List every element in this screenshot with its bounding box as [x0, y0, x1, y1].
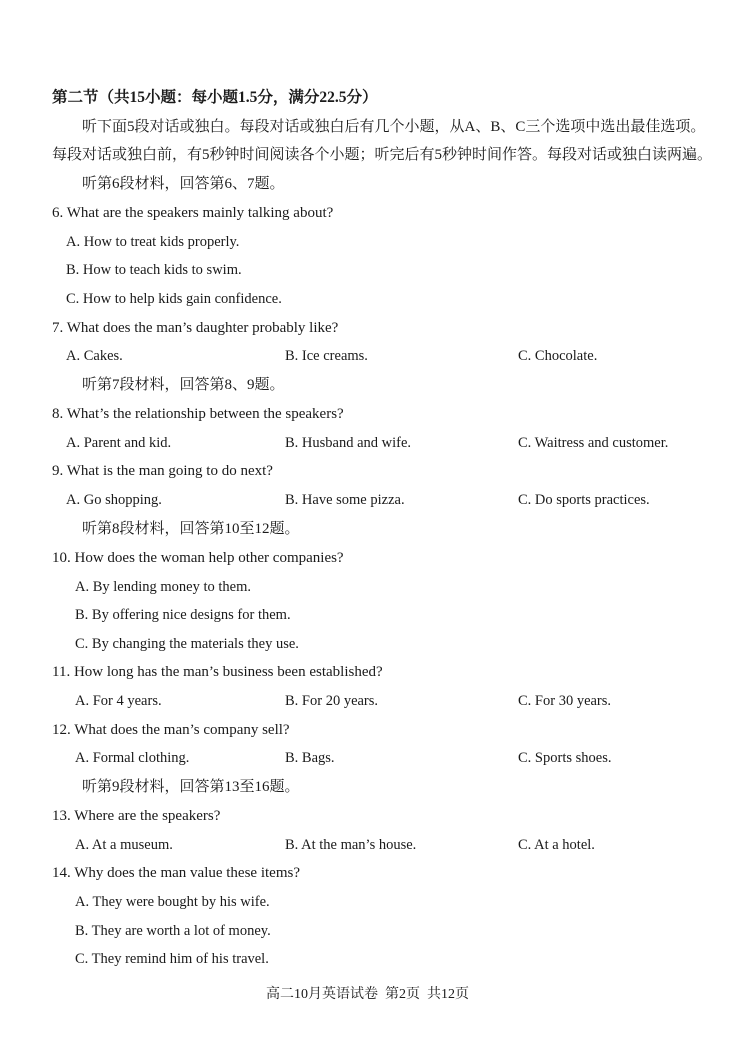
section-title: 第二节（共15小题：每小题1.5分，满分22.5分） [52, 89, 378, 106]
question-8-option-b: B. Husband and wife. [285, 435, 412, 451]
question-14-option-b: B. They are worth a lot of money. [75, 923, 271, 939]
material-heading-9: 听第9段材料，回答第13至16题。 [82, 779, 300, 795]
question-10-option-a: A. By lending money to them. [75, 579, 251, 595]
question-12-option-c: C. Sports shoes. [518, 750, 612, 766]
question-6-option-a: A. How to treat kids properly. [66, 234, 240, 250]
question-9-option-b: B. Have some pizza. [285, 492, 405, 508]
question-9-option-a: A. Go shopping. [66, 492, 162, 508]
question-6-stem: 6. What are the speakers mainly talking about? [52, 205, 334, 221]
question-10-stem: 10. How does the woman help other companies? [52, 550, 344, 566]
question-14-option-c: C. They remind him of his travel. [75, 951, 269, 967]
question-11-option-c: C. For 30 years. [518, 693, 612, 709]
material-heading-7: 听第7段材料，回答第8、9题。 [82, 377, 285, 393]
material-heading-8: 听第8段材料，回答第10至12题。 [82, 521, 300, 537]
question-9-option-c: C. Do sports practices. [518, 492, 650, 508]
question-13-option-a: A. At a museum. [75, 837, 173, 853]
question-13-stem: 13. Where are the speakers? [52, 808, 221, 824]
question-7-option-a: A. Cakes. [66, 348, 123, 364]
question-11-stem: 11. How long has the man’s business been established? [52, 664, 383, 680]
question-7-stem: 7. What does the man’s daughter probably like? [52, 320, 339, 336]
question-14-stem: 14. Why does the man value these items? [52, 865, 300, 881]
question-11-option-a: A. For 4 years. [75, 693, 162, 709]
question-8-option-a: A. Parent and kid. [66, 435, 172, 451]
question-7-option-c: C. Chocolate. [518, 348, 598, 364]
question-13-option-b: B. At the man’s house. [285, 837, 417, 853]
question-9-stem: 9. What is the man going to do next? [52, 463, 273, 479]
question-8-option-c: C. Waitress and customer. [518, 435, 669, 451]
material-heading-6: 听第6段材料，回答第6、7题。 [82, 176, 285, 192]
page-footer: 高二10月英语试卷 第2页 共12页 [266, 987, 469, 1002]
question-13-option-c: C. At a hotel. [518, 837, 595, 853]
question-6-option-c: C. How to help kids gain confidence. [66, 291, 282, 307]
instruction-line-2: 每段对话或独白前，有5秒钟时间阅读各个小题；听完后有5秒钟时间作答。每段对话或独白读两遍。 [52, 147, 713, 163]
question-12-stem: 12. What does the man’s company sell? [52, 722, 290, 738]
question-12-option-a: A. Formal clothing. [75, 750, 190, 766]
question-7-option-b: B. Ice creams. [285, 348, 368, 364]
question-11-option-b: B. For 20 years. [285, 693, 379, 709]
question-10-option-c: C. By changing the materials they use. [75, 636, 299, 652]
instruction-line-1: 听下面5段对话或独白。每段对话或独白后有几个小题，从A、B、C三个选项中选出最佳选项。 [82, 119, 706, 135]
question-8-stem: 8. What’s the relationship between the speakers? [52, 406, 344, 422]
question-6-option-b: B. How to teach kids to swim. [66, 262, 242, 278]
question-10-option-b: B. By offering nice designs for them. [75, 607, 291, 623]
question-12-option-b: B. Bags. [285, 750, 335, 766]
question-14-option-a: A. They were bought by his wife. [75, 894, 270, 910]
